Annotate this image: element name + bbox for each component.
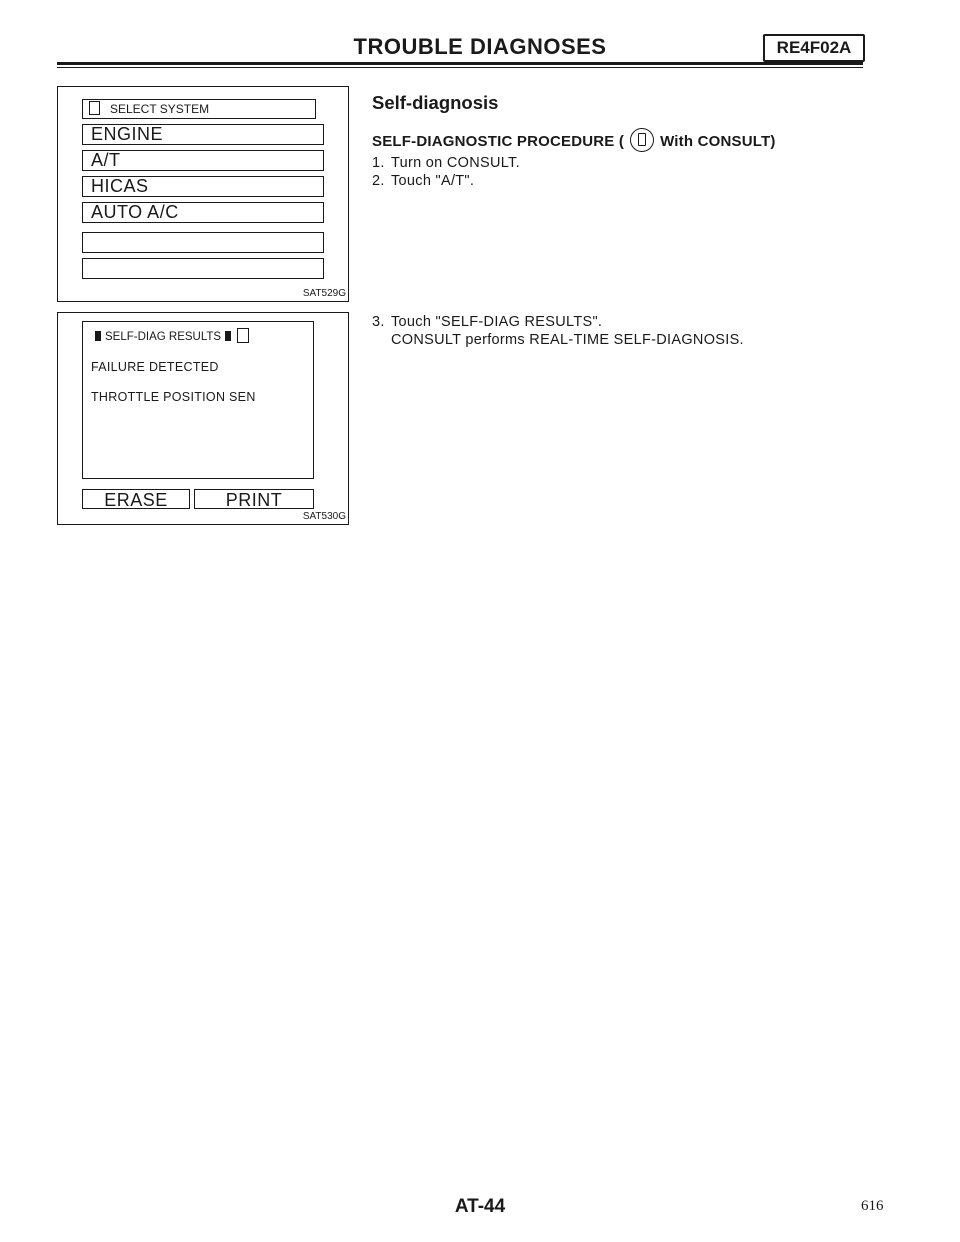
consult-screen-icon [89,101,100,115]
step-number: 2. [372,173,385,189]
erase-button: ERASE [82,489,190,509]
header-rule-thin [57,67,863,68]
results-header [91,328,249,343]
header-rule [57,62,863,65]
results-header-label: SELF-DIAG RESULTS [105,331,222,343]
page-header-title: TROUBLE DIAGNOSES [353,34,607,59]
figure-code: SAT529G [302,288,346,299]
step-text: Turn on CONSULT. [391,155,520,171]
results-line-item: THROTTLE POSITION SEN [91,390,256,404]
step-text: Touch "A/T". [391,173,475,189]
step-text: Touch "SELF-DIAG RESULTS". [391,314,603,330]
figure-code: SAT530G [302,511,346,522]
system-button-blank-1 [82,232,324,253]
select-system-header [82,99,316,119]
step-1 [372,155,520,171]
marker-square-icon [225,331,231,341]
step-3-continuation: CONSULT performs REAL-TIME SELF-DIAGNOSIS. [391,332,744,348]
figure-self-diag-results [57,312,349,525]
step-number: 3. [372,314,385,330]
page-number: 616 [861,1198,884,1214]
results-line-status: FAILURE DETECTED [91,360,219,374]
results-display [82,321,314,479]
procedure-title [372,128,776,152]
system-button-engine: ENGINE [82,124,324,145]
print-button: PRINT [194,489,314,509]
procedure-title-post: With CONSULT) [660,133,776,150]
select-system-label: SELECT SYSTEM [110,102,210,116]
step-number: 1. [372,155,385,171]
page-id: AT-44 [454,1196,506,1217]
step-3 [372,314,602,330]
system-button-auto-ac: AUTO A/C [82,202,324,223]
step-2 [372,173,474,189]
system-button-hicas: HICAS [82,176,324,197]
consult-tester-icon [630,128,654,152]
procedure-title-pre: SELF-DIAGNOSTIC PROCEDURE ( [372,133,625,150]
print-box-icon [237,328,249,343]
marker-square-icon [95,331,101,341]
figure-select-system [57,86,349,302]
system-button-at: A/T [82,150,324,171]
model-code-badge: RE4F02A [763,34,865,62]
system-button-blank-2 [82,258,324,279]
section-title: Self-diagnosis [372,92,499,113]
